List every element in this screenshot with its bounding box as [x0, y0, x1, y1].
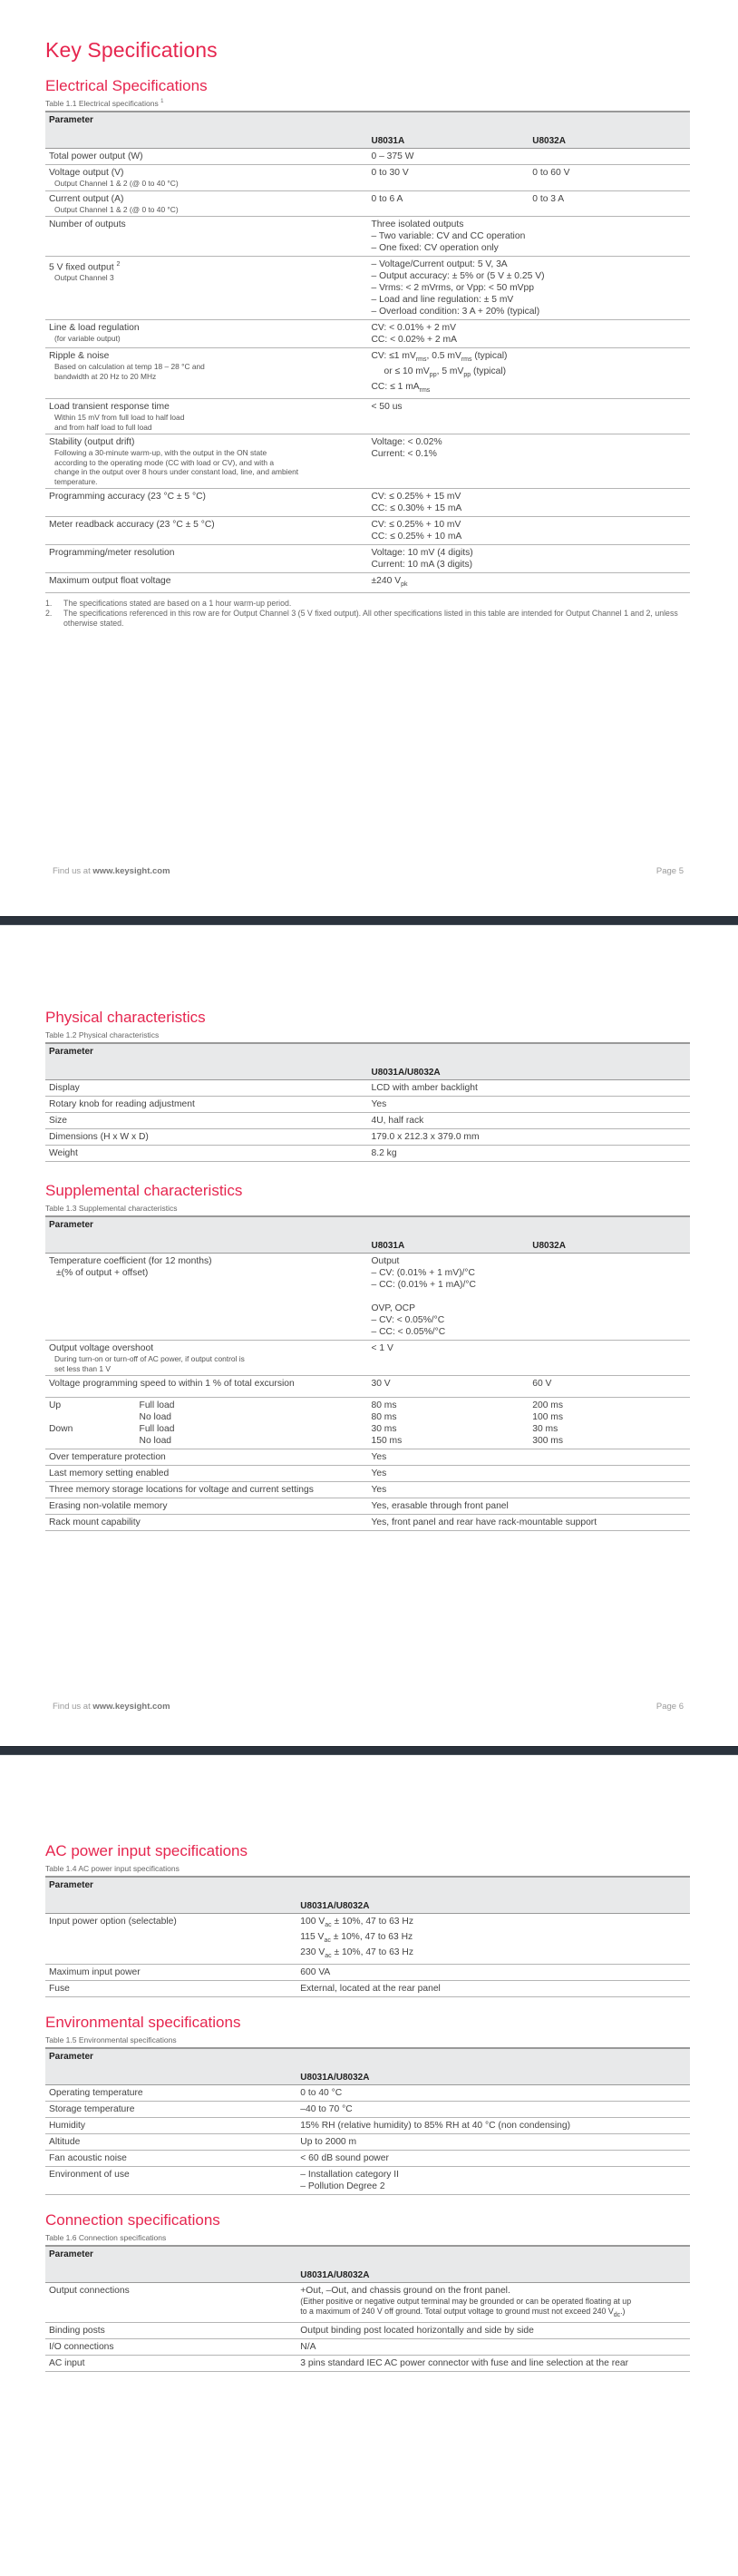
table-row: Over temperature protection Yes [45, 1449, 690, 1466]
table-row: Input power option (selectable) 100 $V_{ac} \pm 10\%$, 47 to 63 Hz 115 $V_{ac} \pm 10\%$, 47 to 63 Hz 230 $V_{ac} \pm 10\%$, 47 to 63 Hz [45, 1914, 690, 1965]
section-heading-supplemental: Supplemental characteristics [45, 1182, 243, 1199]
table-row: Stability (output drift) Following a 30-minute warm-up, with the output in the ON state according to the operating mode (CC with load or CV), and with a change in the output over 8 hours under constant load, line, and ambient temperature. Voltage: < 0.02% Current: < 0.1% [45, 434, 690, 489]
environmental-table: Parameter U8031A/U8032A Operating temperature 0 to 40 °C Storage temperature –40 to 70 °C Humidity 15% RH (relative humidity) to 85% RH at 40 °C (non condensing) Altitude Up to 2000 m Fan acoustic noise < 60 dB sound power Environment of use – Installation category II – Pollution Degree 2 [45, 2047, 690, 2195]
table-row: Number of outputs Three isolated outputs – Two variable: CV and CC operation – One fixed: CV operation only [45, 217, 690, 257]
table-row: Size 4U, half rack [45, 1113, 690, 1129]
table-caption: Table 1.6 Connection specifications [45, 2233, 167, 2243]
table-row: Display LCD with amber backlight [45, 1080, 690, 1097]
table-row: Line & load regulation (for variable output) CV: < 0.01% + 2 mV CC: < 0.02% + 2 mA [45, 320, 690, 348]
section-heading-ac-power: AC power input specifications [45, 1842, 248, 1859]
connection-table: Parameter U8031A/U8032A Output connections +Out, –Out, and chassis ground on the front panel. (Either positive or negative output terminal may be grounded or can be operated floating at up to a maximum of 240 V off ground. Total output voltage to ground must not exceed 240 $V_{dc}$.) Binding posts Output binding post located horizontally and side by side I/O connections N/A AC input 3 pins standard IEC AC power connector with fuse and line selection at the rear [45, 2245, 690, 2372]
table-row: Operating temperature 0 to 40 °C [45, 2085, 690, 2102]
table-row: Maximum input power 600 VA [45, 1965, 690, 1981]
table-row: Load transient response time Within 15 mV from full load to half load and from half load to full load < 50 us [45, 399, 690, 434]
table-row: Erasing non-volatile memory Yes, erasable through front panel [45, 1498, 690, 1515]
website-link[interactable]: www.keysight.com [92, 1702, 170, 1712]
section-heading-environmental: Environmental specifications [45, 2014, 241, 2032]
ac-power-table: Parameter U8031A/U8032A Input power option (selectable) 100 $V_{ac} \pm 10\%$, 47 to 63 Hz 115 $V_{ac} \pm 10\%$, 47 to 63 Hz 230 $V_{ac} \pm 10\%$, 47 to 63 Hz Maximum input power 600 VA Fuse External, located at the rear panel [45, 1876, 690, 1997]
table-row: Fan acoustic noise < 60 dB sound power [45, 2151, 690, 2167]
table-caption: Table 1.1 Electrical specifications $^1$ [45, 99, 164, 108]
table-row: Last memory setting enabled Yes [45, 1466, 690, 1482]
section-heading-physical: Physical characteristics [45, 1009, 206, 1026]
table-row: Total power output (W) 0 – 375 W [45, 149, 690, 165]
table-row: Meter readback accuracy (23 °C ± 5 °C) CV: ≤ 0.25% + 10 mV CC: ≤ 0.25% + 10 mA [45, 517, 690, 545]
table-row: 5 V fixed output $^2$ Output Channel 3 – Voltage/Current output: 5 V, 3A – Output accuracy: ± 5% or (5 V ± 0.25 V) – Vrms: < 2 mVrms, or Vpp: < 50 mVpp – Load and line regulation: ± 5 mV – Overload condition: 3 A + 20% (typical) [45, 257, 690, 320]
table-row: Binding posts Output binding post located horizontally and side by side [45, 2322, 690, 2338]
table-caption: Table 1.3 Supplemental characteristics [45, 1204, 178, 1213]
table-row: Rotary knob for reading adjustment Yes [45, 1097, 690, 1113]
table-row: Environment of use – Installation category II – Pollution Degree 2 [45, 2167, 690, 2195]
table-row: Up Down Full load No load Full load No load 80 ms 80 ms 30 ms 150 ms 200 ms 100 ms 30 ms 300 ms [45, 1398, 690, 1449]
header-u8031a: U8031A [368, 127, 529, 149]
page-5 [0, 0, 738, 916]
table-row: Current output (A) Output Channel 1 & 2 (@ 0 to 40 °C) 0 to 6 A 0 to 3 A [45, 190, 690, 217]
website-link[interactable]: www.keysight.com [92, 866, 170, 876]
page-title: Key Specifications [45, 38, 218, 62]
page-number: Page 6 [655, 1702, 684, 1712]
page-7 [0, 1755, 738, 2576]
table-caption: Table 1.4 AC power input specifications [45, 1864, 180, 1873]
table-caption: Table 1.2 Physical characteristics [45, 1030, 160, 1039]
footnotes: 1. The specifications stated are based on a 1 hour warm-up period. 2. The specifications referenced in this row are for Output Channel 3 (5 V fixed output). All other specifications listed in this table are intended for Output Channel 1 and 2, unless otherwise stated. [45, 599, 678, 629]
page-number: Page 5 [655, 866, 684, 876]
electrical-spec-table [45, 111, 690, 593]
table-row: Output connections +Out, –Out, and chassis ground on the front panel. (Either positive or negative output terminal may be grounded or can be operated floating at up to a maximum of 240 V off ground. Total output voltage to ground must not exceed 240 $V_{dc}$.) [45, 2283, 690, 2323]
section-heading-connection: Connection specifications [45, 2211, 220, 2230]
page-divider [0, 1746, 738, 1755]
section-heading-electrical: Electrical Specifications [45, 77, 208, 94]
table-row: Output voltage overshoot During turn-on or turn-off of AC power, if output control is set less than 1 V < 1 V [45, 1341, 690, 1376]
page-footer: Find us at www.keysight.com Page 6 [53, 1702, 684, 1712]
table-row: Dimensions (H x W x D) 179.0 x 212.3 x 379.0 mm [45, 1129, 690, 1146]
table-row: Programming/meter resolution Voltage: 10 mV (4 digits) Current: 10 mA (3 digits) [45, 545, 690, 573]
table-row: Three memory storage locations for voltage and current settings Yes [45, 1482, 690, 1498]
table-row: Humidity 15% RH (relative humidity) to 85% RH at 40 °C (non condensing) [45, 2118, 690, 2134]
supplemental-table: Parameter U8031A U8032A Temperature coefficient (for 12 months) ±(% of output + offset) Output – CV: (0.01% + 1 mV)/°C – CC: (0.01% + 1 mA)/°C OVP, OCP – CV: < 0.05%/°C – CC: < 0.05%/°C Output voltage overshoot During turn-on or turn-off of AC power, if output control is set less than 1 V < 1 V Voltage programming speed to within 1 % of total excursion 30 V 60 V Up Down Full load No load Full load No load 80 ms 80 ms 30 ms 150 ms 200 ms 100 ms 30 ms 300 ms Over temperature protection Yes Last memory setting enabled Yes Three memory storage locations for voltage and current settings Yes Erasing non-volatile memory Yes, erasable through front panel Rack mount capability Yes, front panel and rear have rack-mountable support [45, 1215, 690, 1531]
page-6 [0, 925, 738, 1746]
table-row: Ripple & noise Based on calculation at temp 18 – 28 °C and bandwidth at 20 Hz to 20 MHz CV: ≤1 $mV_{rms}$, 0.5 $mV_{rms}$ (typical) or ≤ 10 $mV_{pp}$, 5 $mV_{pp}$ (typical) CC: ≤ 1 $mA_{rms}$ [45, 348, 690, 399]
table-row: Altitude Up to 2000 m [45, 2134, 690, 2151]
table-row: AC input 3 pins standard IEC AC power connector with fuse and line selection at the rear [45, 2355, 690, 2371]
page-divider [0, 916, 738, 925]
table-row: Temperature coefficient (for 12 months) ±(% of output + offset) Output – CV: (0.01% + 1 mV)/°C – CC: (0.01% + 1 mA)/°C OVP, OCP – CV: < 0.05%/°C – CC: < 0.05%/°C [45, 1254, 690, 1341]
table-row: Voltage programming speed to within 1 % of total excursion 30 V 60 V [45, 1376, 690, 1398]
table-caption: Table 1.5 Environmental specifications [45, 2035, 177, 2045]
table-row: Storage temperature –40 to 70 °C [45, 2102, 690, 2118]
table-row: Voltage output (V) Output Channel 1 & 2 (@ 0 to 40 °C) 0 to 30 V 0 to 60 V [45, 165, 690, 191]
table-row: Programming accuracy (23 °C ± 5 °C) CV: ≤ 0.25% + 15 mV CC: ≤ 0.30% + 15 mA [45, 489, 690, 517]
table-row: Maximum output float voltage ±240 $V_{pk}$ [45, 573, 690, 593]
header-u8032a: U8032A [529, 127, 690, 149]
table-row: Fuse External, located at the rear panel [45, 1981, 690, 1997]
table-row: Rack mount capability Yes, front panel and rear have rack-mountable support [45, 1515, 690, 1531]
table-row: I/O connections N/A [45, 2338, 690, 2355]
page-footer: Find us at www.keysight.com Page 5 [53, 866, 684, 876]
header-parameter: Parameter [45, 112, 690, 127]
table-row: Weight 8.2 kg [45, 1146, 690, 1162]
physical-table: Parameter U8031A/U8032A Display LCD with amber backlight Rotary knob for reading adjustment Yes Size 4U, half rack Dimensions (H x W x D) 179.0 x 212.3 x 379.0 mm Weight 8.2 kg [45, 1042, 690, 1162]
